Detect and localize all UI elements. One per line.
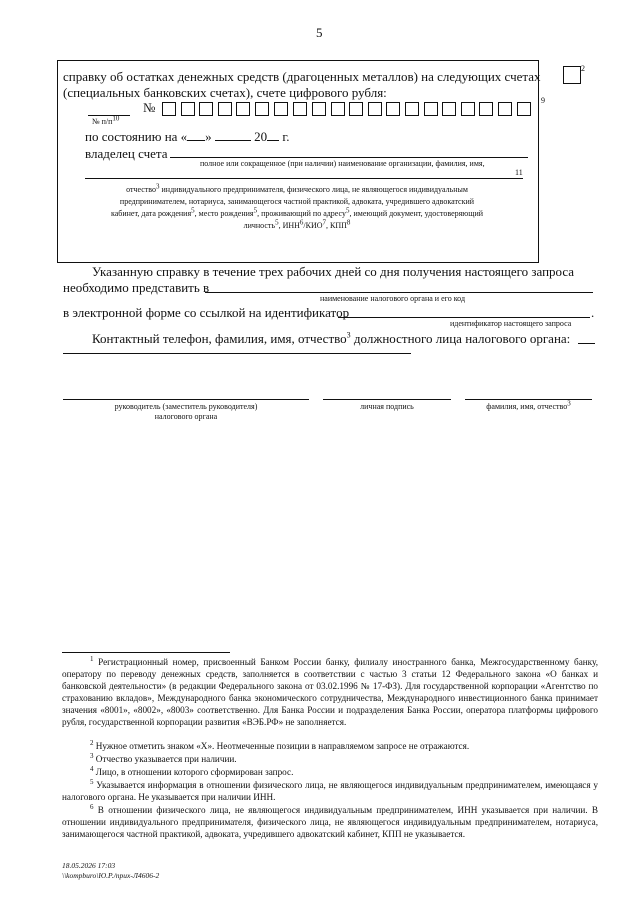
footnote-1: $^1$ Регистрационный номер, присвоенный Банком России банку, филиалу иностранного банка, Межгосударственному банку, оператору по переводу денежных средств, заполняется в соответствии с частью 3 статьи 12 Федерального закона «О банках и банковской деятельности» (в редакции Федерального закона от 03.02.1996 № 17-ФЗ). Для государственной корпорации «Агентство по страхованию вкладов», Международного банка экономического сотрудничества, Международного инвестиционного банка принимает значения «8001», «8002», «8003» соответственно. Для Банка России и подразделения Банка России, оператора платформы цифрового рубля, государственной корпорации развития «ВЭБ.РФ» не заполняется. (62, 654, 598, 727)
owner-caption-b: предпринимателем, нотариуса, занимающегося частной практикой, адвоката, учредившего адвокатский (119, 197, 475, 206)
account-number-cell[interactable] (274, 102, 288, 116)
account-number-cell[interactable] (181, 102, 195, 116)
request-paragraph-line2: необходимо представить в (63, 280, 210, 295)
print-timestamp: 18.05.2026 17:03 (62, 861, 116, 870)
account-number-cell[interactable] (293, 102, 307, 116)
account-number-cell[interactable] (312, 102, 326, 116)
footnote-3: $^3$ Отчество указывается при наличии. (90, 751, 237, 764)
electronic-form-line: в электронной форме со ссылкой на идентификатор (63, 305, 350, 320)
account-number-cell[interactable] (498, 102, 512, 116)
request-paragraph-line1: Указанную справку в течение трех рабочих дней со дня получения настоящего запроса (92, 264, 575, 279)
head-signature-line[interactable] (63, 399, 309, 400)
certificate-heading-line2: (специальных банковских счетах), счете цифрового рубля: (63, 85, 387, 100)
print-path: \\kompburo\Ю.Р./приx-Л4606-2 (62, 871, 160, 880)
as-of-date: по состоянию на « » 20 г. (85, 129, 290, 144)
account-number-cell[interactable] (517, 102, 531, 116)
account-number-cell[interactable] (255, 102, 269, 116)
owner-footnote-ref: 11 (515, 168, 523, 177)
footnote-5: $^5$ Указывается информация в отношении физического лица, не являющегося индивидуальным предпринимателем, имеющаяся у налогового органа. Не указывается при наличии ИНН. (62, 777, 598, 802)
footnote-6: $^6$ В отношении физического лица, не являющегося индивидуальным предпринимателем, ИНН указывается при наличии. В отношении индивидуального предпринимателя, физического лица, не являющегося индивидуальным предпринимателем, нотариуса, занимающегося частной практикой, адвоката, учредившего адвокатский кабинет, КПП не указывается. (62, 802, 599, 839)
personal-signature-caption: личная подпись (360, 402, 414, 411)
contact-field[interactable] (578, 343, 595, 344)
owner-caption-a: отчество3 индивидуального предпринимателя, физического лица, не являющегося индивидуальным (126, 182, 468, 194)
footnote-2: $^2$ Нужное отметить знаком «X». Неотмеченные позиции в направляемом запросе не отражаются. (90, 738, 470, 751)
owner-field-line[interactable] (170, 157, 528, 158)
request-id-field[interactable] (338, 317, 590, 318)
tax-authority-caption: наименование налогового органа и его код (320, 294, 466, 303)
owner-caption: полное или сокращенное (при наличии) наименование организации, фамилия, имя, (200, 159, 485, 168)
row-number-label: № п/п10 (92, 114, 120, 126)
account-number-cell[interactable] (162, 102, 176, 116)
account-number-cell[interactable] (331, 102, 345, 116)
account-number-cell[interactable] (349, 102, 363, 116)
footnote-4: $^4$ Лицо, в отношении которого сформирован запрос. (90, 764, 294, 777)
account-number-cell[interactable] (199, 102, 213, 116)
footnote-separator (62, 652, 230, 653)
owner-label: владелец счета (85, 146, 168, 161)
account-number-cell[interactable] (424, 102, 438, 116)
account-number-label: № (143, 100, 156, 115)
full-name-caption: фамилия, имя, отчество3 (486, 399, 571, 411)
account-number-cell[interactable] (386, 102, 400, 116)
page-number: 5 (316, 25, 323, 40)
request-id-caption: идентификатор настоящего запроса (450, 319, 572, 328)
account-number-cell[interactable] (461, 102, 475, 116)
account-number-cell[interactable] (479, 102, 493, 116)
account-number-cell[interactable] (368, 102, 382, 116)
include-checkbox[interactable] (563, 66, 581, 84)
owner-caption-c: кабинет, дата рождения5, место рождения5, проживающий по адресу5, имеющий документ, удостоверяющий (110, 206, 484, 218)
owner-field-line-2[interactable] (85, 178, 523, 179)
certificate-heading-line1: справку об остатках денежных средств (драгоценных металлов) на следующих счетах (63, 69, 541, 84)
owner-caption-d: личность5, ИНН6/КИО7, КПП8 (243, 218, 351, 230)
account-footnote-ref: 9 (541, 96, 545, 105)
account-number-cell[interactable] (236, 102, 250, 116)
head-caption-line2: налогового органа (154, 412, 218, 421)
account-number-cell[interactable] (442, 102, 456, 116)
tax-authority-field[interactable] (205, 292, 593, 293)
full-name-line[interactable] (465, 399, 592, 400)
checkbox-footnote-ref: 2 (581, 64, 585, 73)
account-number-cell[interactable] (405, 102, 419, 116)
personal-signature-line[interactable] (323, 399, 451, 400)
electronic-form-end: . (591, 305, 595, 320)
head-caption-line1: руководитель (заместитель руководителя) (114, 402, 258, 411)
contact-field-2[interactable] (63, 353, 411, 354)
contact-line: Контактный телефон, фамилия, имя, отчество$^3$ должностного лица налогового органа: (92, 330, 571, 346)
row-number-line (88, 115, 130, 116)
account-number-cell[interactable] (218, 102, 232, 116)
